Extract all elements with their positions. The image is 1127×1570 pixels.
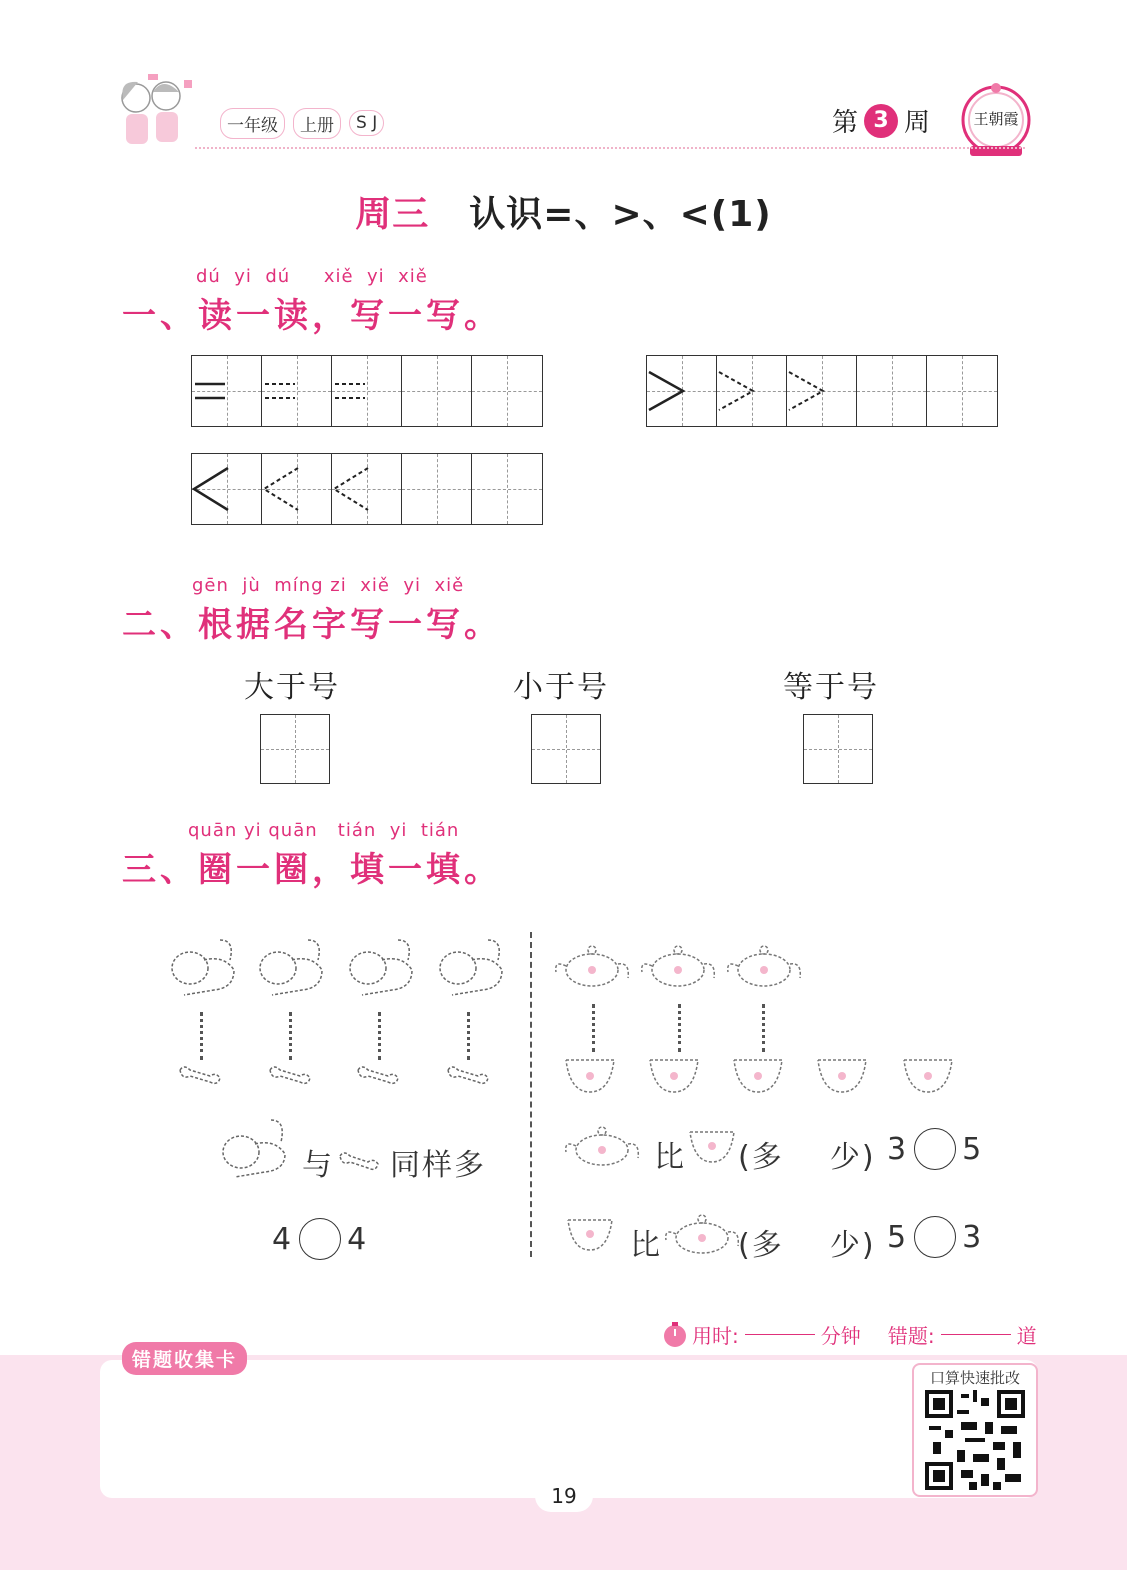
edition-label: S J <box>349 110 384 136</box>
number-b: 5 <box>962 1131 984 1167</box>
writing-cell[interactable] <box>717 356 787 426</box>
same-amount-text: 同样多 <box>390 1148 486 1183</box>
greater-sign-trace-icon <box>717 356 787 426</box>
bone-icon <box>448 1067 488 1083</box>
bone-icon <box>338 1150 384 1172</box>
grade-label: 一年级 <box>220 108 285 139</box>
page-number: 19 <box>535 1480 593 1512</box>
compare-circle[interactable] <box>914 1128 956 1170</box>
writing-cell[interactable] <box>402 356 472 426</box>
volume-label: 上册 <box>293 108 341 139</box>
writing-cell[interactable] <box>262 454 332 524</box>
time-label: 用时: <box>692 1324 739 1348</box>
label-less-than: 小于号 <box>513 670 609 705</box>
compare-row-right-2 <box>887 1216 983 1258</box>
error-label: 错题: <box>887 1324 935 1348</box>
less-sign-icon <box>192 454 262 524</box>
number-a: 4 <box>272 1221 294 1257</box>
compare-circle[interactable] <box>914 1216 956 1258</box>
writing-cell[interactable] <box>787 356 857 426</box>
equal-sign-trace-icon <box>332 356 402 426</box>
writing-grid-greater[interactable] <box>646 355 998 427</box>
section3-heading: 三、圈一圈，填一填。 <box>122 850 502 890</box>
logo-text: 王朝霞 <box>973 110 1019 128</box>
compare-word: 比 <box>630 1228 662 1263</box>
page-title <box>0 186 1127 237</box>
bone-icon <box>270 1067 310 1083</box>
bone-icon <box>180 1067 220 1083</box>
equal-sign-icon <box>192 356 262 426</box>
number-b: 4 <box>347 1221 369 1257</box>
time-blank[interactable] <box>745 1334 815 1335</box>
section2-heading: 二、根据名字写一写。 <box>122 605 502 645</box>
section3-pinyin: quān yi quān tián yi tián <box>188 820 460 841</box>
number-b: 3 <box>962 1219 984 1255</box>
compare-word: 比 <box>654 1140 686 1175</box>
cup-icon <box>566 1216 616 1256</box>
section1-pinyin: dú yi dú xiě yi xiě <box>196 266 428 287</box>
dotted-connector <box>289 1012 292 1060</box>
qr-code-icon <box>925 1390 1025 1490</box>
number-a: 5 <box>887 1219 909 1255</box>
teapot-icon <box>662 1210 744 1258</box>
error-collection-card[interactable] <box>100 1360 1038 1498</box>
less-sign-trace-icon <box>262 454 332 524</box>
writing-cell[interactable] <box>402 454 472 524</box>
greater-sign-trace-icon <box>787 356 857 426</box>
more-less-options[interactable]: (多 少) <box>738 1228 876 1263</box>
dogs-row <box>160 930 520 1010</box>
writing-cell[interactable] <box>192 356 262 426</box>
dotted-connector <box>762 1004 765 1052</box>
compare-circle[interactable] <box>299 1218 341 1260</box>
number-a: 3 <box>887 1131 909 1167</box>
qr-panel[interactable] <box>912 1363 1038 1497</box>
bone-icon <box>358 1067 398 1083</box>
dotted-connector <box>200 1012 203 1060</box>
week-suffix: 周 <box>904 108 931 138</box>
less-sign-trace-icon <box>332 454 402 524</box>
column-divider <box>530 932 532 1257</box>
dotted-connector <box>678 1004 681 1052</box>
dog-icon <box>215 1112 297 1178</box>
dotted-connector <box>592 1004 595 1052</box>
writing-cell[interactable] <box>262 356 332 426</box>
connector-word: 与 <box>302 1148 334 1183</box>
bones-row <box>176 1062 496 1092</box>
section1-heading: 一、读一读，写一写。 <box>122 296 502 336</box>
more-less-options[interactable]: (多 少) <box>738 1140 876 1175</box>
greater-sign-icon <box>647 356 717 426</box>
writing-cell[interactable] <box>857 356 927 426</box>
compare-row-right-1 <box>887 1128 983 1170</box>
qr-label: 口算快速批改 <box>929 1369 1020 1387</box>
section2-pinyin: gēn jù míng zi xiě yi xiě <box>192 575 465 596</box>
header-divider <box>195 147 1025 149</box>
week-prefix: 第 <box>832 108 859 138</box>
answer-box-less[interactable] <box>531 714 601 784</box>
error-unit: 道 <box>1016 1324 1037 1348</box>
dotted-connector <box>467 1012 470 1060</box>
writing-cell[interactable] <box>647 356 717 426</box>
dotted-connector <box>378 1012 381 1060</box>
brand-logo <box>960 80 1032 162</box>
week-indicator <box>832 102 930 139</box>
writing-cell[interactable] <box>472 454 542 524</box>
answer-box-equal[interactable] <box>803 714 873 784</box>
error-card-title: 错题收集卡 <box>122 1342 247 1375</box>
teapot-icon <box>562 1122 644 1170</box>
grade-info <box>220 110 384 136</box>
writing-cell[interactable] <box>472 356 542 426</box>
stopwatch-icon <box>662 1322 688 1348</box>
equal-sign-trace-icon <box>262 356 332 426</box>
label-greater-than: 大于号 <box>244 670 340 705</box>
writing-grid-equal[interactable] <box>191 355 543 427</box>
answer-box-greater[interactable] <box>260 714 330 784</box>
time-unit: 分钟 <box>820 1324 861 1348</box>
label-equal: 等于号 <box>783 670 879 705</box>
writing-grid-less[interactable] <box>191 453 543 525</box>
title-day: 周三 <box>355 194 430 235</box>
week-number: 3 <box>864 104 898 138</box>
dog-icon <box>260 940 322 995</box>
children-illustration <box>108 70 208 154</box>
writing-cell[interactable] <box>332 454 402 524</box>
teapots-row <box>552 938 812 994</box>
compare-row-left <box>272 1218 368 1260</box>
time-record <box>662 1320 1037 1349</box>
cups-row <box>562 1054 962 1096</box>
dog-icon <box>440 940 502 995</box>
cup-icon <box>688 1128 738 1168</box>
error-blank[interactable] <box>941 1334 1011 1335</box>
writing-cell[interactable] <box>192 454 262 524</box>
writing-cell[interactable] <box>332 356 402 426</box>
writing-cell[interactable] <box>927 356 997 426</box>
dog-icon <box>172 940 234 995</box>
title-topic: 认识=、>、<(1) <box>469 194 772 235</box>
dog-icon <box>350 940 412 995</box>
